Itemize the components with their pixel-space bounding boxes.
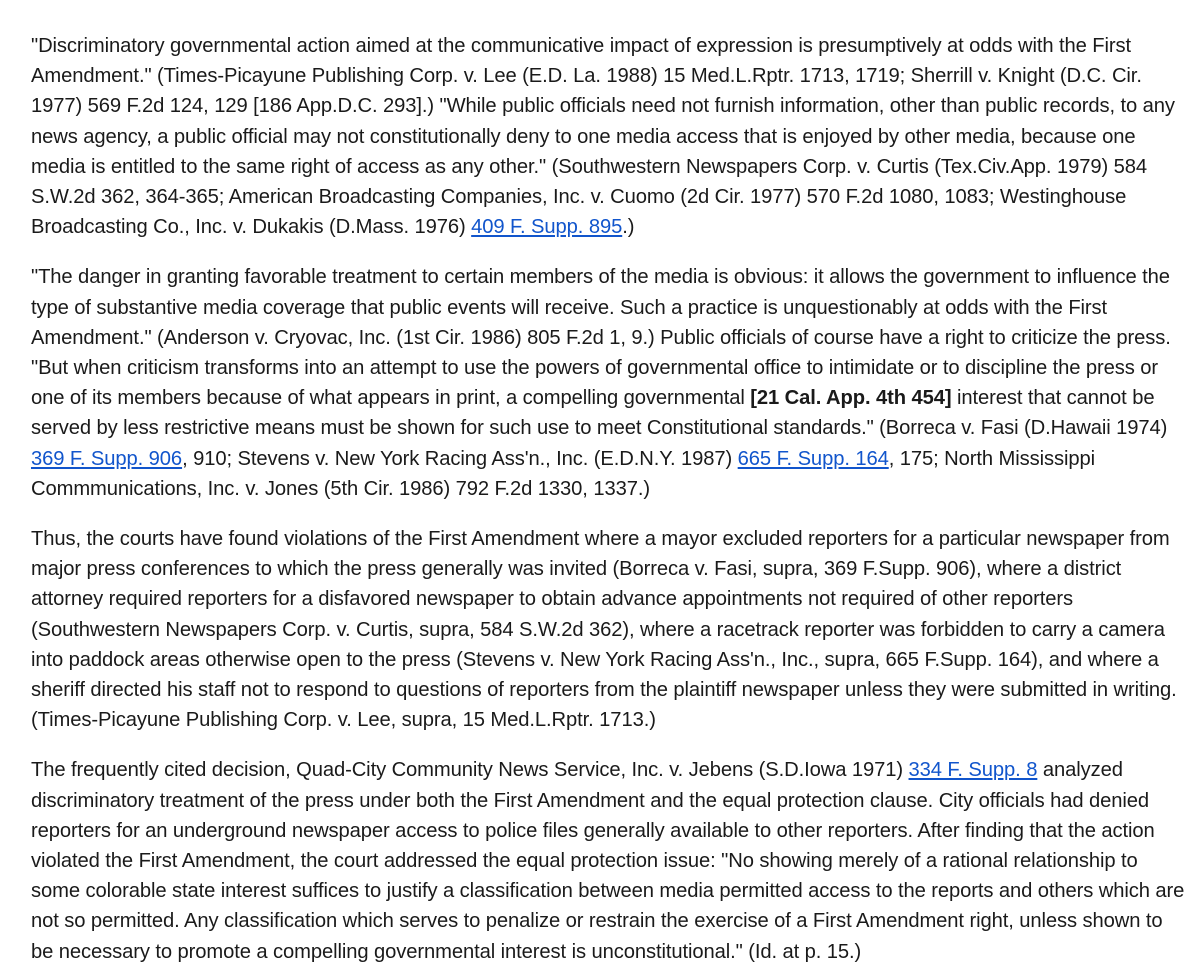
paragraph-2-text-3: , 910; Stevens v. New York Racing Ass'n., Inc. (E.D.N.Y. 1987) (182, 447, 738, 470)
paragraph-3-text-1: Thus, the courts have found violations of the First Amendment where a mayor excluded reporters for a particular newspaper from major press conferences to which the press generally was invited (Borreca v. Fasi, supra, 369 F.Supp. 906), where a district attorney required reporters for a disfavored newspaper to obtain advance appointments not required of other reporters (Southwestern Newspapers Corp. v. Curtis, supra, 584 S.W.2d 362), where a racetrack reporter was forbidden to carry a camera into paddock areas otherwise open to the press (Stevens v. New York Racing Ass'n., Inc., supra, 665 F.Supp. 164), and where a sheriff directed his staff not to respond to questions of reporters from the plaintiff newspaper unless they were submitted in writing. (Times-Picayune Publishing Corp. v. Lee, supra, 15 Med.L.Rptr. 1713.) (31, 528, 1177, 732)
paragraph-4 (31, 755, 1188, 966)
page-marker: [21 Cal. App. 4th 454] (750, 387, 952, 410)
paragraph-4-text-1: The frequently cited decision, Quad-City Community News Service, Inc. v. Jebens (S.D.Iowa 1971) (31, 759, 909, 782)
paragraph-3 (31, 524, 1188, 735)
paragraph-1 (31, 31, 1188, 242)
citation-link-665-f-supp-164[interactable]: 665 F. Supp. 164 (737, 447, 889, 470)
paragraph-1-text-2: .) (622, 216, 635, 239)
paragraph-2-text-1: "The danger in granting favorable treatment to certain members of the media is obvious: it allows the government to influence the type of substantive media coverage that public events will receive. Such a practice is unquestionably at odds with the First Amendment." (Anderson v. Cryovac, Inc. (1st Cir. 1986) 805 F.2d 1, 9.) Public officials of course have a right to criticize the press. "But when criticism transforms into an attempt to use the powers of governmental office to intimidate or to discipline the press or one of its members because of what appears in print, a compelling governmental (31, 266, 1171, 410)
paragraph-2-text-4: , 175; North Mississippi Commmunications, Inc. v. Jones (5th Cir. 1986) 792 F.2d 1330, 1337.) (31, 447, 1096, 500)
paragraph-2-text-2: interest that cannot be served by less restrictive means must be shown for such use to meet Constitutional standards." (Borreca v. Fasi (D.Hawaii 1974) (31, 387, 1168, 440)
citation-link-334-f-supp-8[interactable]: 334 F. Supp. 8 (908, 759, 1038, 782)
citation-link-369-f-supp-906[interactable]: 369 F. Supp. 906 (31, 447, 183, 470)
paragraph-4-text-2: analyzed discriminatory treatment of the press under both the First Amendment and the equal protection clause. City officials had denied reporters for an underground newspaper access to police files generally available to other reporters. After finding that the action violated the First Amendment, the court addressed the equal protection issue: "No showing merely of a rational relationship to some colorable state interest suffices to justify a classification between media permitted access to the reports and others which are not so permitted. Any classification which serves to penalize or restrain the exercise of a First Amendment right, unless shown to be necessary to promote a compelling governmental interest is unconstitutional." (Id. at p. 15.) (31, 759, 1185, 963)
citation-link-409-f-supp-895[interactable]: 409 F. Supp. 895 (471, 216, 623, 239)
paragraph-2 (31, 262, 1188, 504)
paragraph-1-text-1: "Discriminatory governmental action aimed at the communicative impact of expression is presumptively at odds with the First Amendment." (Times-Picayune Publishing Corp. v. Lee (E.D. La. 1988) 15 Med.L.Rptr. 1713, 1719; Sherrill v. Knight (D.C. Cir. 1977) 569 F.2d 124, 129 [186 App.D.C. 293].) "While public officials need not furnish information, other than public records, to any news agency, a public official may not constitutionally deny to one media access that is enjoyed by other media, because one media is entitled to the same right of access as any other." (Southwestern Newspapers Corp. v. Curtis (Tex.Civ.App. 1979) 584 S.W.2d 362, 364-365; American Broadcasting Companies, Inc. v. Cuomo (2d Cir. 1977) 570 F.2d 1080, 1083; Westinghouse Broadcasting Co., Inc. v. Dukakis (D.Mass. 1976) (31, 35, 1175, 239)
